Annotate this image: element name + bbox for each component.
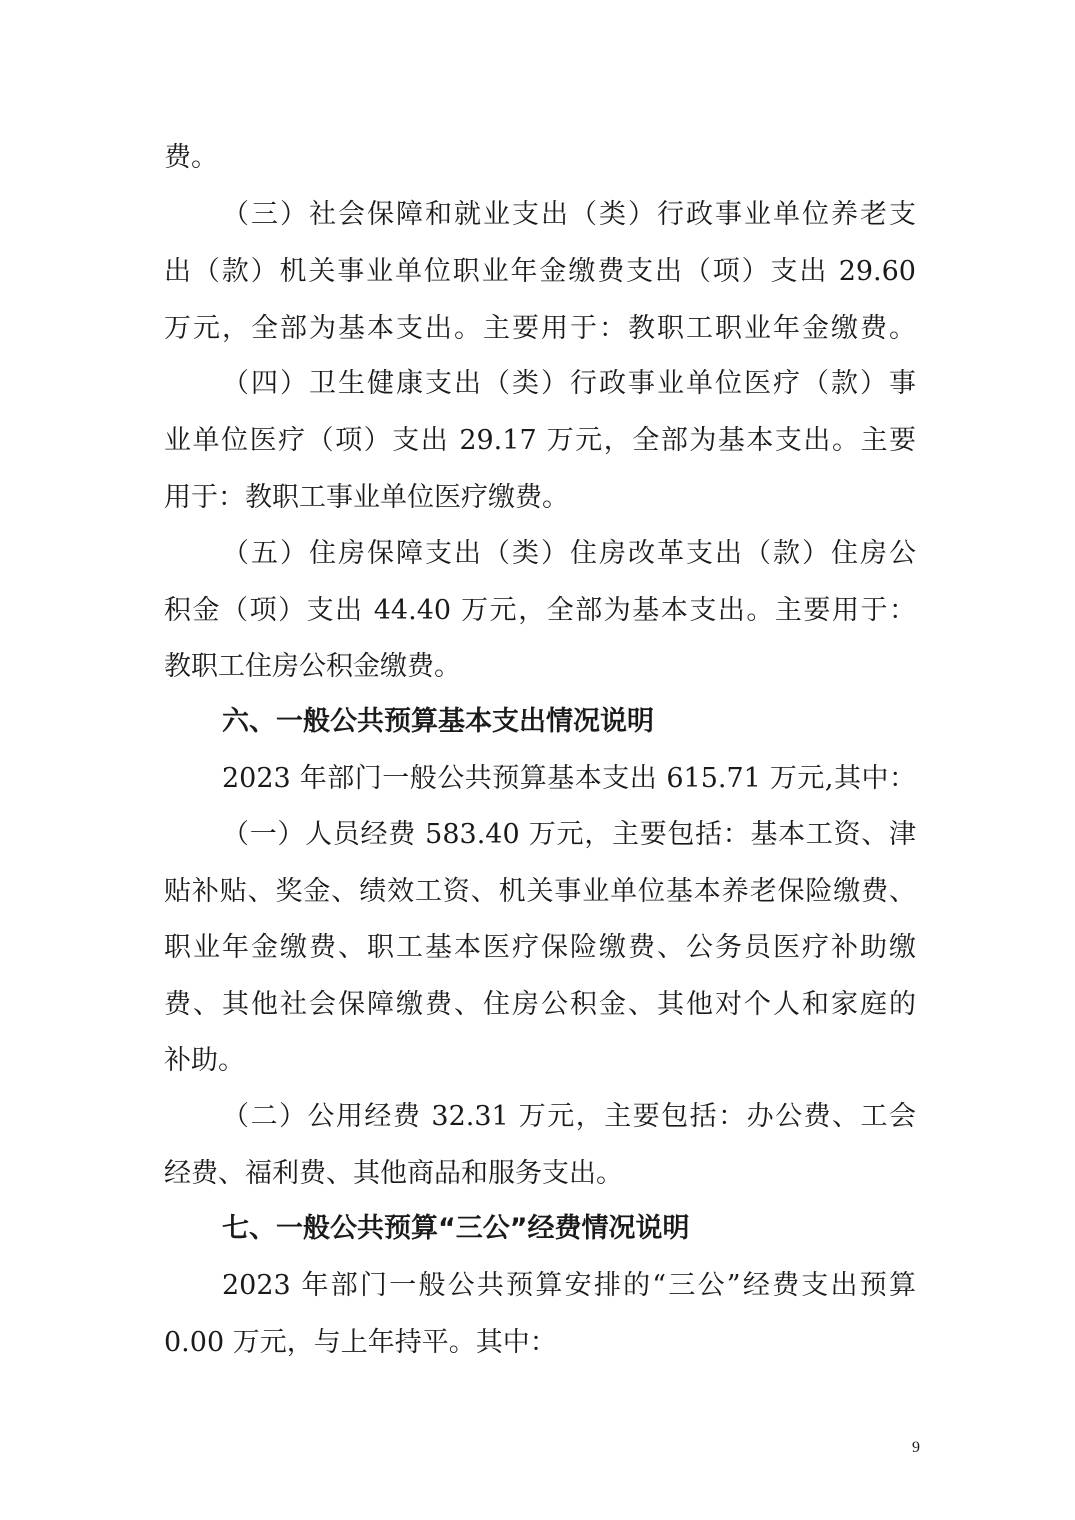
body-line: （一）人员经费 583.40 万元，主要包括：基本工资、津 — [222, 819, 916, 850]
body-line: 补助。 — [164, 1045, 245, 1076]
page-number: 9 — [912, 1439, 920, 1456]
body-line: （三）社会保障和就业支出（类）行政事业单位养老支 — [222, 199, 916, 230]
section-heading: 六、一般公共预算基本支出情况说明 — [222, 706, 654, 737]
body-line: 0.00 万元，与上年持平。其中： — [164, 1327, 557, 1358]
body-line: 教职工住房公积金缴费。 — [164, 651, 461, 682]
body-line: 2023 年部门一般公共预算基本支出 615.71 万元,其中： — [222, 763, 916, 794]
body-line: 职业年金缴费、职工基本医疗保险缴费、公务员医疗补助缴 — [164, 932, 916, 963]
body-line: （五）住房保障支出（类）住房改革支出（款）住房公 — [222, 538, 916, 569]
body-line: 积金（项）支出 44.40 万元，全部为基本支出。主要用于： — [164, 595, 916, 626]
body-line: 2023 年部门一般公共预算安排的“三公”经费支出预算 — [222, 1270, 916, 1301]
body-line: 费。 — [164, 142, 218, 173]
body-line: （二）公用经费 32.31 万元，主要包括：办公费、工会 — [222, 1101, 916, 1132]
body-line: 出（款）机关事业单位职业年金缴费支出（项）支出 29.60 — [164, 256, 916, 287]
body-line: （四）卫生健康支出（类）行政事业单位医疗（款）事 — [222, 368, 916, 399]
body-line: 万元，全部为基本支出。主要用于：教职工职业年金缴费。 — [164, 313, 916, 344]
body-line: 经费、福利费、其他商品和服务支出。 — [164, 1158, 623, 1189]
body-line: 费、其他社会保障缴费、住房公积金、其他对个人和家庭的 — [164, 989, 916, 1020]
section-heading: 七、一般公共预算“三公”经费情况说明 — [222, 1213, 690, 1244]
body-line: 贴补贴、奖金、绩效工资、机关事业单位基本养老保险缴费、 — [164, 876, 916, 907]
body-line: 业单位医疗（项）支出 29.17 万元，全部为基本支出。主要 — [164, 425, 916, 456]
body-line: 用于：教职工事业单位医疗缴费。 — [164, 482, 569, 513]
